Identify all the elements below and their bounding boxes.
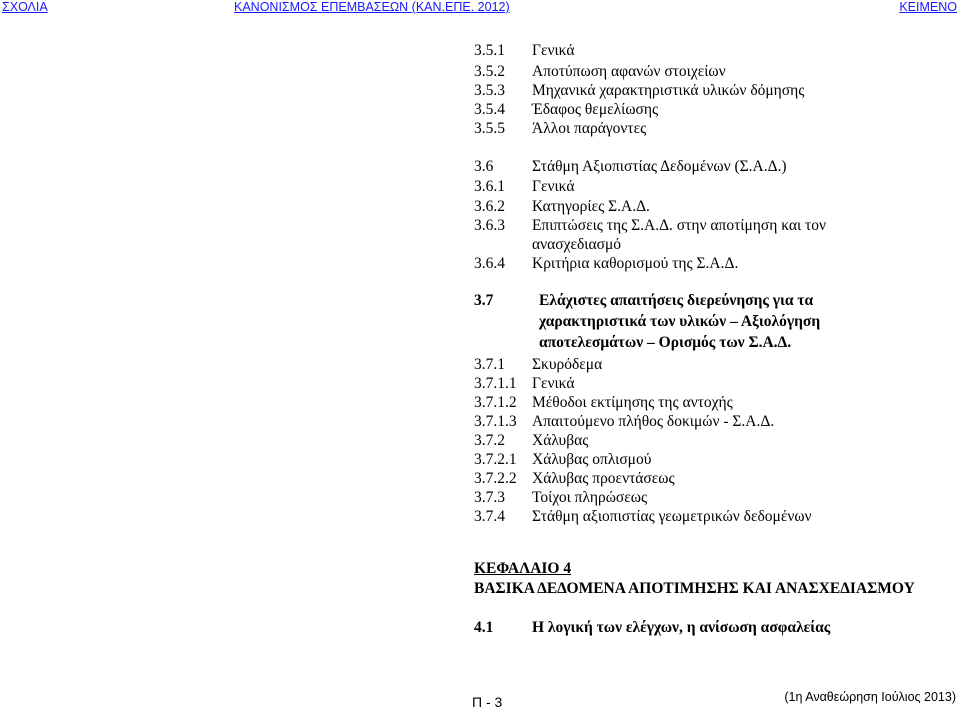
toc-title: Αποτύπωση αφανών στοιχείων: [532, 63, 726, 80]
section-title: Η λογική των ελέγχων, η ανίσωση ασφαλείας: [532, 619, 831, 636]
toc-title: Επιπτώσεις της Σ.Α.Δ. στην αποτίμηση και τον: [532, 217, 827, 234]
toc-title: Ελάχιστες απαιτήσεις διερεύνησης για τα: [539, 292, 814, 309]
toc-title: Στάθμη αξιοπιστίας γεωμετρικών δεδομένων: [532, 508, 812, 525]
toc-title-continuation: αποτελεσμάτων – Ορισμός των Σ.Α.Δ.: [539, 334, 792, 351]
toc-number: 3.6.3: [474, 217, 505, 234]
toc-title: Γενικά: [532, 42, 575, 59]
toc-title: Γενικά: [532, 375, 575, 392]
toc-title: Μέθοδοι εκτίμησης της αντοχής: [532, 394, 733, 411]
toc-number: 3.6.2: [474, 198, 505, 215]
toc-number: 3.7: [474, 292, 494, 309]
toc-title: Στάθμη Αξιοπιστίας Δεδομένων (Σ.Α.Δ.): [532, 158, 787, 175]
chapter-title: ΚΕΦΑΛΑΙΟ 4: [474, 560, 572, 577]
toc-title-continuation: χαρακτηριστικά των υλικών – Αξιολόγηση: [539, 313, 821, 330]
header-link-text[interactable]: ΚΕΙΜΕΝΟ: [899, 0, 957, 14]
page-header: [0, 0, 960, 16]
toc-title: Έδαφος θεμελίωσης: [532, 101, 659, 118]
toc-title: Κατηγορίες Σ.Α.Δ.: [532, 198, 650, 215]
toc-title: Χάλυβας προεντάσεως: [532, 470, 675, 487]
toc-number: 3.6.4: [474, 255, 505, 272]
toc-number: 3.5.2: [474, 63, 505, 80]
toc-number: 3.5.4: [474, 101, 505, 118]
toc-title: Μηχανικά χαρακτηριστικά υλικών δόμησης: [532, 82, 805, 99]
header-link-comments[interactable]: ΣΧΟΛΙΑ: [2, 0, 48, 14]
revision-note: (1η Αναθεώρηση Ιούλιος 2013): [784, 690, 956, 704]
toc-number: 3.7.1: [474, 356, 505, 373]
toc-number: 3.7.2: [474, 432, 505, 449]
toc-number: 3.5.3: [474, 82, 505, 99]
toc-title: Χάλυβας: [532, 432, 589, 449]
toc-number: 3.7.1.1: [474, 375, 517, 392]
toc-number: 3.7.1.3: [474, 413, 517, 430]
page-number: Π - 3: [472, 694, 503, 710]
toc-title: Κριτήρια καθορισμού της Σ.Α.Δ.: [532, 255, 739, 272]
toc-number: 3.6: [474, 158, 494, 175]
toc-title: Χάλυβας οπλισμού: [532, 451, 652, 468]
toc-number: 3.7.4: [474, 508, 505, 525]
chapter-heading: [474, 560, 915, 598]
toc-number: 3.7.2.2: [474, 470, 517, 487]
toc-number: 3.5.1: [474, 42, 505, 59]
toc-number: 3.6.1: [474, 178, 505, 195]
toc-title: Γενικά: [532, 178, 575, 195]
toc-title-continuation: ανασχεδιασμό: [532, 236, 622, 253]
section-number: 4.1: [474, 619, 494, 636]
toc-title: Τοίχοι πληρώσεως: [532, 489, 648, 506]
toc-title: Σκυρόδεμα: [532, 356, 603, 373]
header-link-regulation[interactable]: ΚΑΝΟΝΙΣΜΟΣ ΕΠΕΜΒΑΣΕΩΝ (ΚΑΝ.ΕΠΕ. 2012): [234, 0, 510, 14]
toc-title: Απαιτούμενο πλήθος δοκιμών - Σ.Α.Δ.: [532, 413, 775, 430]
chapter-subtitle: ΒΑΣΙΚΑ ΔΕΔΟΜΕΝΑ ΑΠΟΤΙΜΗΣΗΣ ΚΑΙ ΑΝΑΣΧΕΔΙΑΣΜΟΥ: [474, 580, 915, 597]
toc-number: 3.7.3: [474, 489, 505, 506]
toc-number: 3.7.2.1: [474, 451, 517, 468]
toc-number: 3.5.5: [474, 120, 505, 137]
toc-title: Άλλοι παράγοντες: [532, 120, 647, 137]
toc-number: 3.7.1.2: [474, 394, 517, 411]
